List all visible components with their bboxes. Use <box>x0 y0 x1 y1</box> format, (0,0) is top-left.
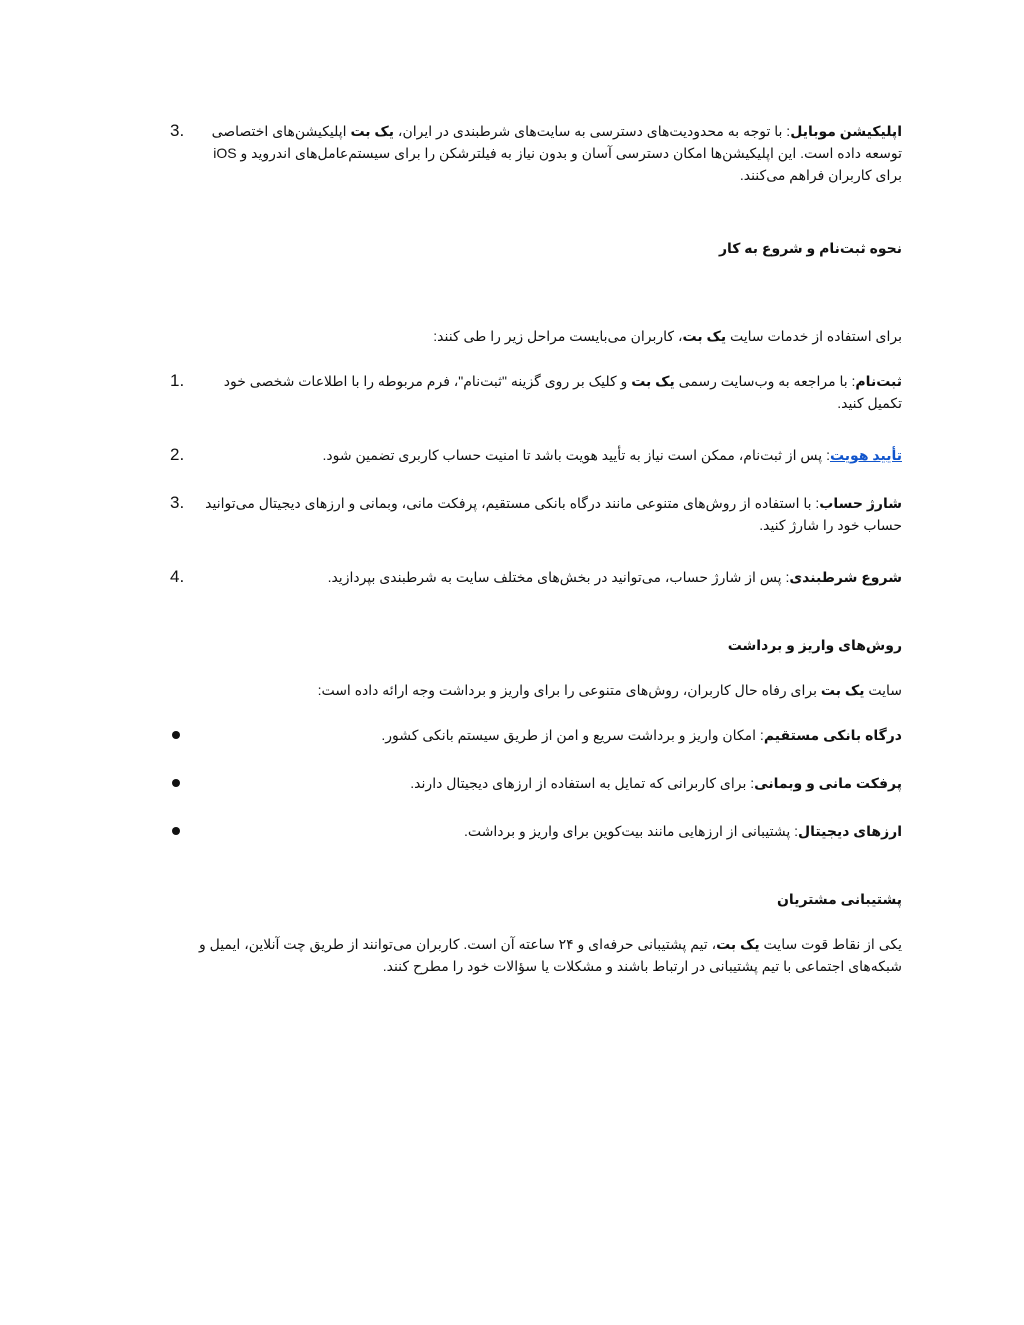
brand-name: یک بت <box>631 373 675 389</box>
term-perfect-money: پرفکت مانی و وبمانی <box>754 775 902 791</box>
heading-support: پشتیبانی مشتریان <box>776 891 902 907</box>
term-charge: شارژ حساب <box>819 495 902 511</box>
list-marker: 1. <box>170 371 185 390</box>
registration-intro: برای استفاده از خدمات سایت یک بت، کاربران می‌بایست مراحل زیر را طی کنند: <box>433 328 902 344</box>
term-start-betting: شروع شرطبندی <box>789 569 902 585</box>
brand-name: یک بت <box>820 682 865 698</box>
payment-method-perfect-money: پرفکت مانی و وبمانی: برای کاربرانی که تمایل به استفاده از ارزهای دیجیتال دارند. <box>142 772 902 796</box>
payment-method-bank: درگاه بانکی مستقیم: امکان واریز و برداشت سریع و امن از طریق سیستم بانکی کشور. <box>142 724 902 748</box>
list-item-mobile-app <box>142 120 902 190</box>
step-verify: 2. تأیید هویت: پس از ثبت‌نام، ممکن است نیاز به تأیید هویت باشد تا امنیت حساب کاربری تضمین شود. <box>170 445 902 464</box>
term-register: ثبت‌نام <box>855 373 902 389</box>
verify-identity-link[interactable]: تأیید هویت <box>829 447 902 463</box>
step-charge: 3. شارژ حساب: با استفاده از روش‌های متنوعی مانند درگاه بانکی مستقیم، پرفکت مانی، وبمانی و ارزهای دیجیتال می‌توانید حساب خود را شارژ کنید. <box>170 493 902 533</box>
payments-intro: سایت یک بت برای رفاه حال کاربران، روش‌های متنوعی را برای واریز و برداشت وجه ارائه داده است: <box>317 682 902 698</box>
term-mobile-app: اپلیکیشن موبایل <box>790 123 902 139</box>
heading-payments: روش‌های واریز و برداشت <box>727 637 902 653</box>
brand-name: یک بت <box>716 936 760 952</box>
bullet-icon <box>172 827 180 835</box>
support-paragraph: یکی از نقاط قوت سایت یک بت، تیم پشتیبانی حرفه‌ای و ۲۴ ساعته آن است. کاربران می‌توانند از طریق چت آنلاین، ایمیل و شبکه‌های اجتماعی با تیم پشتیبانی در ارتباط باشند و مشکلات یا سؤالات خود را مطرح کنند. <box>198 936 902 974</box>
term-bank-gateway: درگاه بانکی مستقیم <box>763 727 902 743</box>
list-marker: 3. <box>170 493 185 512</box>
bullet-icon <box>172 731 180 739</box>
bullet-icon <box>172 779 180 787</box>
brand-name: یک بت <box>682 328 727 344</box>
list-item-text: اپلیکیشن موبایل: با توجه به محدودیت‌های دسترسی به سایت‌های شرطبندی در ایران، یک بت اپلیکیشن‌های اختصاصی توسعه داده است. این اپلیکیشن‌ها امکان دسترسی آسان و بدون نیاز به فیلترشکن را برای سیستم‌عامل‌های اندروید و iOS برای کاربران فراهم می‌کنند. <box>211 123 902 183</box>
list-marker: 4. <box>170 567 185 586</box>
brand-name: یک بت <box>350 123 395 139</box>
list-marker: 3. <box>170 121 185 140</box>
heading-registration: نحوه ثبت‌نام و شروع به کار <box>718 240 902 256</box>
payment-method-crypto: ارزهای دیجیتال: پشتیبانی از ارزهایی مانند بیت‌کوین برای واریز و برداشت. <box>142 820 902 844</box>
step-start-betting: 4. شروع شرطبندی: پس از شارژ حساب، می‌توانید در بخش‌های مختلف سایت به شرطبندی بپردازید. <box>170 567 902 586</box>
list-marker: 2. <box>170 445 185 464</box>
step-register: 1. ثبت‌نام: با مراجعه به وب‌سایت رسمی یک بت و کلیک بر روی گزینه "ثبت‌نام"، فرم مربوطه را با اطلاعات شخصی خود تکمیل کنید. <box>170 371 902 411</box>
term-crypto: ارزهای دیجیتال <box>798 823 902 839</box>
